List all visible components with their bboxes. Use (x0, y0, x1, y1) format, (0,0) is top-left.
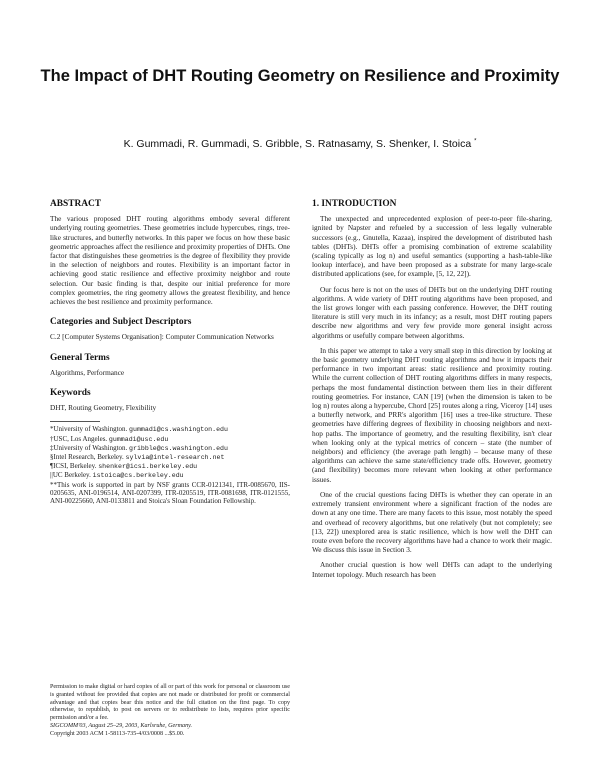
footnote: ||UC Berkeley. istoica@cs.berkeley.edu (50, 471, 184, 480)
footnote: §Intel Research, Berkeley. sylvia@intel-research.net (50, 453, 225, 462)
footnote: †USC, Los Angeles. gummadi@usc.edu (50, 434, 169, 443)
paper-title: The Impact of DHT Routing Geometry on Resilience and Proximity (40, 67, 560, 85)
intro-paragraph: Our focus here is not on the uses of DHTs but on the underlying DHT routing algorithms. A wide variety of DHT routing algorithms have been proposed, and the list grows longer with each passing conference. However, the DHT routing literature is still very much in its infancy; as a result, most DHT routing papers describe new algorithms and very few provide more general insight across algorithms or usefully compare between algorithms. (312, 284, 552, 340)
footnote: ‡University of Washington. gribble@cs.washington.edu (50, 443, 228, 452)
author-list (40, 138, 560, 150)
intro-paragraph: Another crucial question is how well DHTs can adapt to the underlying Internet topology. Much research has been (312, 560, 552, 579)
general-terms-text: Algorithms, Performance (50, 367, 125, 377)
permission-notice (50, 684, 290, 739)
abstract-heading: ABSTRACT (50, 199, 102, 209)
general-terms-heading: General Terms (50, 352, 110, 363)
author-footnote-marker: * (474, 138, 477, 145)
left-column (50, 200, 290, 505)
footnote: ¶ICSI, Berkeley. shenker@icsi.berkeley.edu (50, 462, 198, 471)
abstract-text: The various proposed DHT routing algorithms embody several different underlying routing geometries. These geometries include hypercubes, rings, tree-like structures, and butterfly networks. In this paper we focus on how these basic geometric approaches affect the resilience and proximity properties of DHTs. One factor that distinguishes these geometries is the degree of flexibility they provide in the selection of neighbors and routes. Flexibility is an important factor in achieving good static resilience and effective proximity neighbor and route selection. Our basic finding is that, despite our initial preference for more complex geometries, the ring geometry allows the greatest flexibility, and hence achieves the best resilience and proximity performance. (50, 214, 290, 307)
author-names: K. Gummadi, R. Gummadi, S. Gribble, S. Ratnasamy, S. Shenker, I. Stoica (123, 138, 472, 150)
categories-text: C.2 [Computer Systems Organisation]: Computer Communication Networks (50, 332, 274, 342)
footnote: *University of Washington. gummadi@cs.washington.edu (50, 425, 228, 434)
intro-paragraph: One of the crucial questions facing DHTs is whether they can operate in an extremely transient environment where a significant fraction of the nodes are down at any one time. There are many facets to this issue, most notably the speed and overhead of recovery algorithms, but one relatively (but not completely; see [13, 22]) unexplored area is static resilience, which is how well the DHT can route even before the recovery algorithms have had a chance to work their magic. We discuss this issue in Section 3. (312, 489, 552, 555)
footnote-rule (50, 421, 100, 422)
permission-text: Permission to make digital or hard copies of all or part of this work for personal or classroom use is granted without fee provided that copies are not made or distributed for profit or commercial advantage and that copies bear this notice and the full citation on the first page. To copy otherwise, to republish, to post on servers or to redistribute to lists, requires prior specific permission and/or a fee. (50, 684, 290, 722)
keywords-heading: Keywords (50, 388, 91, 399)
conference-venue: SIGCOMM'03, August 25–29, 2003, Karlsruhe, Germany. (50, 722, 193, 729)
keywords-text: DHT, Routing Geometry, Flexibility (50, 403, 157, 413)
intro-paragraph: The unexpected and unprecedented explosion of peer-to-peer file-sharing, ignited by Napster and refueled by a succession of less legally vulnerable successors (e.g., Gnutella, Kazaa), inspired the development of distributed hash tables (DHTs). DHTs offer a promising combination of extreme scalability (scaling typically as log n) and useful semantics (supporting a hash-table-like lookup interface), and have been proposed as a substrate for many large-scale distributed applications (see, for example, [5, 12, 22]). (312, 214, 552, 279)
right-column (312, 200, 552, 585)
footnote-funding: **This work is supported in part by NSF grants CCR-0121341, ITR-0085670, IIS-0205635, ANI-0196514, ANI-0207399, ITR-0205519, ITR-0081698, ITR-0121555, ANI-00225660, ANI-0133811 and Stoica's Sloan Foundation Fellowship. (50, 480, 290, 506)
copyright-line: Copyright 2003 ACM 1-58113-735-4/03/0008 ...$5.00. (50, 730, 185, 737)
categories-heading: Categories and Subject Descriptors (50, 317, 192, 328)
introduction-heading: 1. INTRODUCTION (312, 199, 397, 209)
intro-paragraph: In this paper we attempt to take a very small step in this direction by looking at the basic geometry underlying DHT routing algorithms and how it impacts their performance in two important areas: static resilience and proximity routing. While the current collection of DHT routing algorithms differs in many respects, perhaps the most fundamental distinction between them lies in their different routing geometries. For instance, CAN [19] (when the dimension is taken to be log n) routes along a hypercube, Chord [25] routes along a ring, Viceroy [14] uses a butterfly network, and PRR's algorithm [16] uses a tree-like structure. These geometries have differing degrees of flexibility in choosing neighbors and next-hop paths. The importance of geometry, and the resulting flexibility, isn't clear when looking only at the typical metrics of concern – state (the number of neighbors) and efficiency (the average path length) – because many of these algorithms can achieve the same state/efficiency trade offs. However, geometry (and flexibility) becomes more relevant when looking at other performance issues. (312, 345, 552, 484)
footnotes (50, 425, 290, 505)
